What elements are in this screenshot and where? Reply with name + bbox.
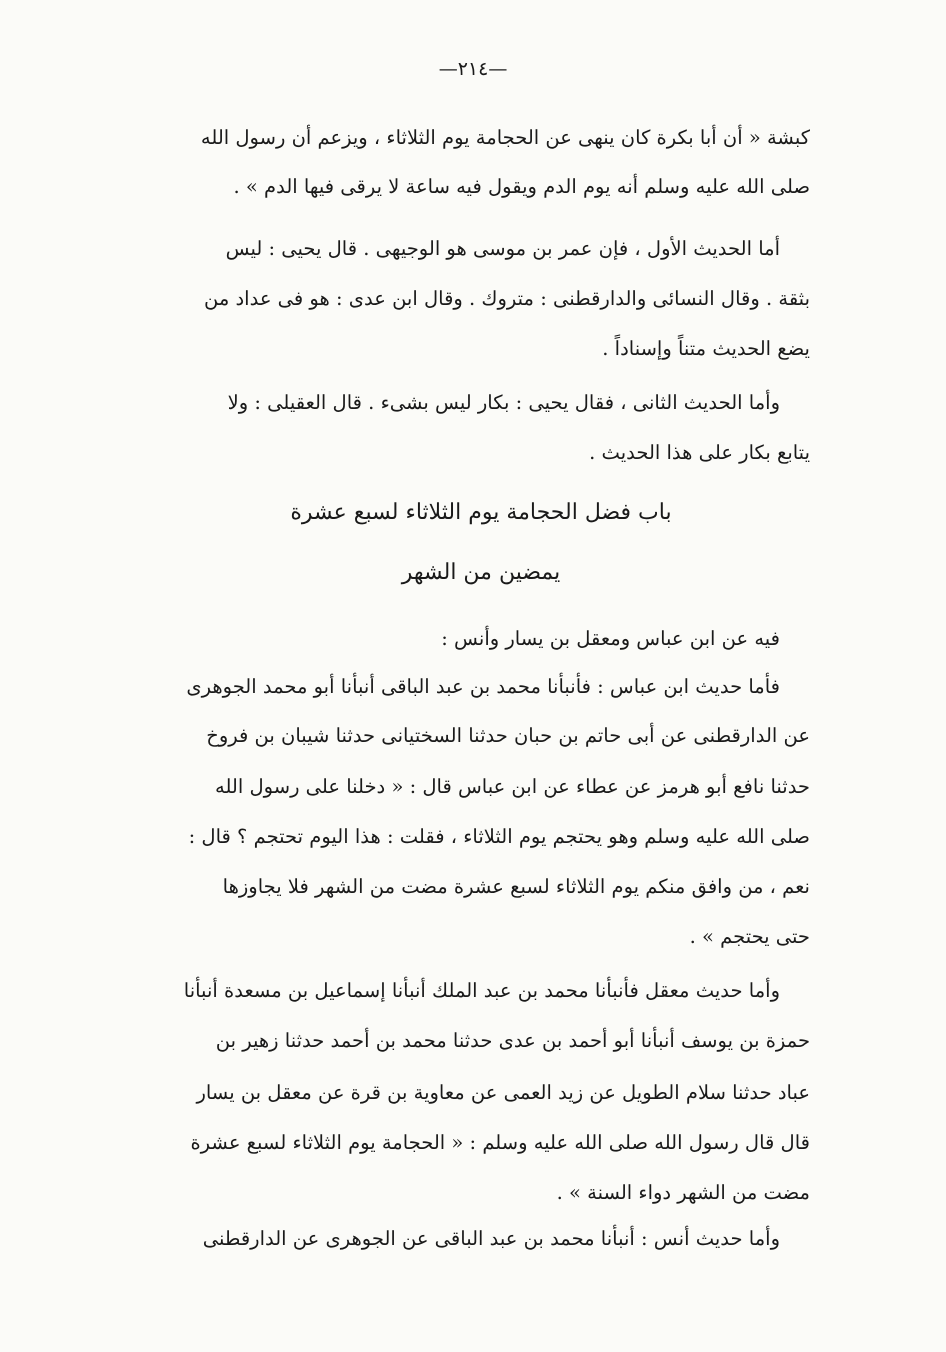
- section-heading-continued: يمضين من الشهر: [401, 560, 561, 585]
- text-line: حدثنا نافع أبو هرمز عن عطاء عن ابن عباس قال : « دخلنا على رسول الله: [215, 775, 810, 798]
- page-number: —٢١٤—: [438, 58, 508, 80]
- text-line: عباد حدثنا سلام الطويل عن زيد العمى عن معاوية بن قرة عن معقل بن يسار: [196, 1081, 810, 1104]
- text-line: فأما حديث ابن عباس : فأنبأنا محمد بن عبد الباقى أنبأنا أبو محمد الجوهرى: [186, 675, 780, 698]
- text-line: مضت من الشهر دواء السنة » .: [556, 1181, 810, 1204]
- text-line: أما الحديث الأول ، فإن عمر بن موسى هو الوجيهى . قال يحيى : ليس: [225, 237, 780, 260]
- text-line: فيه عن ابن عباس ومعقل بن يسار وأنس :: [441, 627, 780, 650]
- section-heading: باب فضل الحجامة يوم الثلاثاء لسبع عشرة: [290, 500, 672, 525]
- text-line: صلى الله عليه وسلم أنه يوم الدم ويقول فيه ساعة لا يرقى فيها الدم » .: [233, 175, 810, 198]
- text-line: حمزة بن يوسف أنبأنا أبو أحمد بن عدى حدثنا محمد بن أحمد حدثنا زهير بن: [215, 1029, 810, 1052]
- text-line: وأما حديث أنس : أنبأنا محمد بن عبد الباقى عن الجوهرى عن الدارقطنى: [202, 1227, 780, 1250]
- text-line: صلى الله عليه وسلم وهو يحتجم يوم الثلاثاء ، فقلت : هذا اليوم تحتجم ؟ قال :: [188, 825, 810, 848]
- text-line: وأما حديث معقل فأنبأنا محمد بن عبد الملك أنبأنا إسماعيل بن مسعدة أنبأنا: [183, 979, 780, 1002]
- text-line: كبشة « أن أبا بكرة كان ينهى عن الحجامة يوم الثلاثاء ، ويزعم أن رسول الله: [200, 126, 810, 149]
- text-line: نعم ، من وافق منكم يوم الثلاثاء لسبع عشرة مضت من الشهر فلا يجاوزها: [222, 875, 810, 898]
- text-line: عن الدارقطنى عن أبى حاتم بن حبان حدثنا السختيانى حدثنا شيبان بن فروخ: [206, 724, 810, 747]
- text-line: حتى يحتجم » .: [689, 925, 810, 948]
- text-line: قال قال رسول الله صلى الله عليه وسلم : « الحجامة يوم الثلاثاء لسبع عشرة: [190, 1131, 810, 1154]
- text-line: وأما الحديث الثانى ، فقال يحيى : بكار ليس بشىء . قال العقيلى : ولا: [227, 391, 780, 414]
- text-line: يضع الحديث متناً وإسناداً .: [602, 337, 810, 360]
- text-line: بثقة . وقال النسائى والدارقطنى : متروك . وقال ابن عدى : هو فى عداد من: [204, 287, 810, 310]
- text-line: يتابع بكار على هذا الحديث .: [589, 441, 810, 464]
